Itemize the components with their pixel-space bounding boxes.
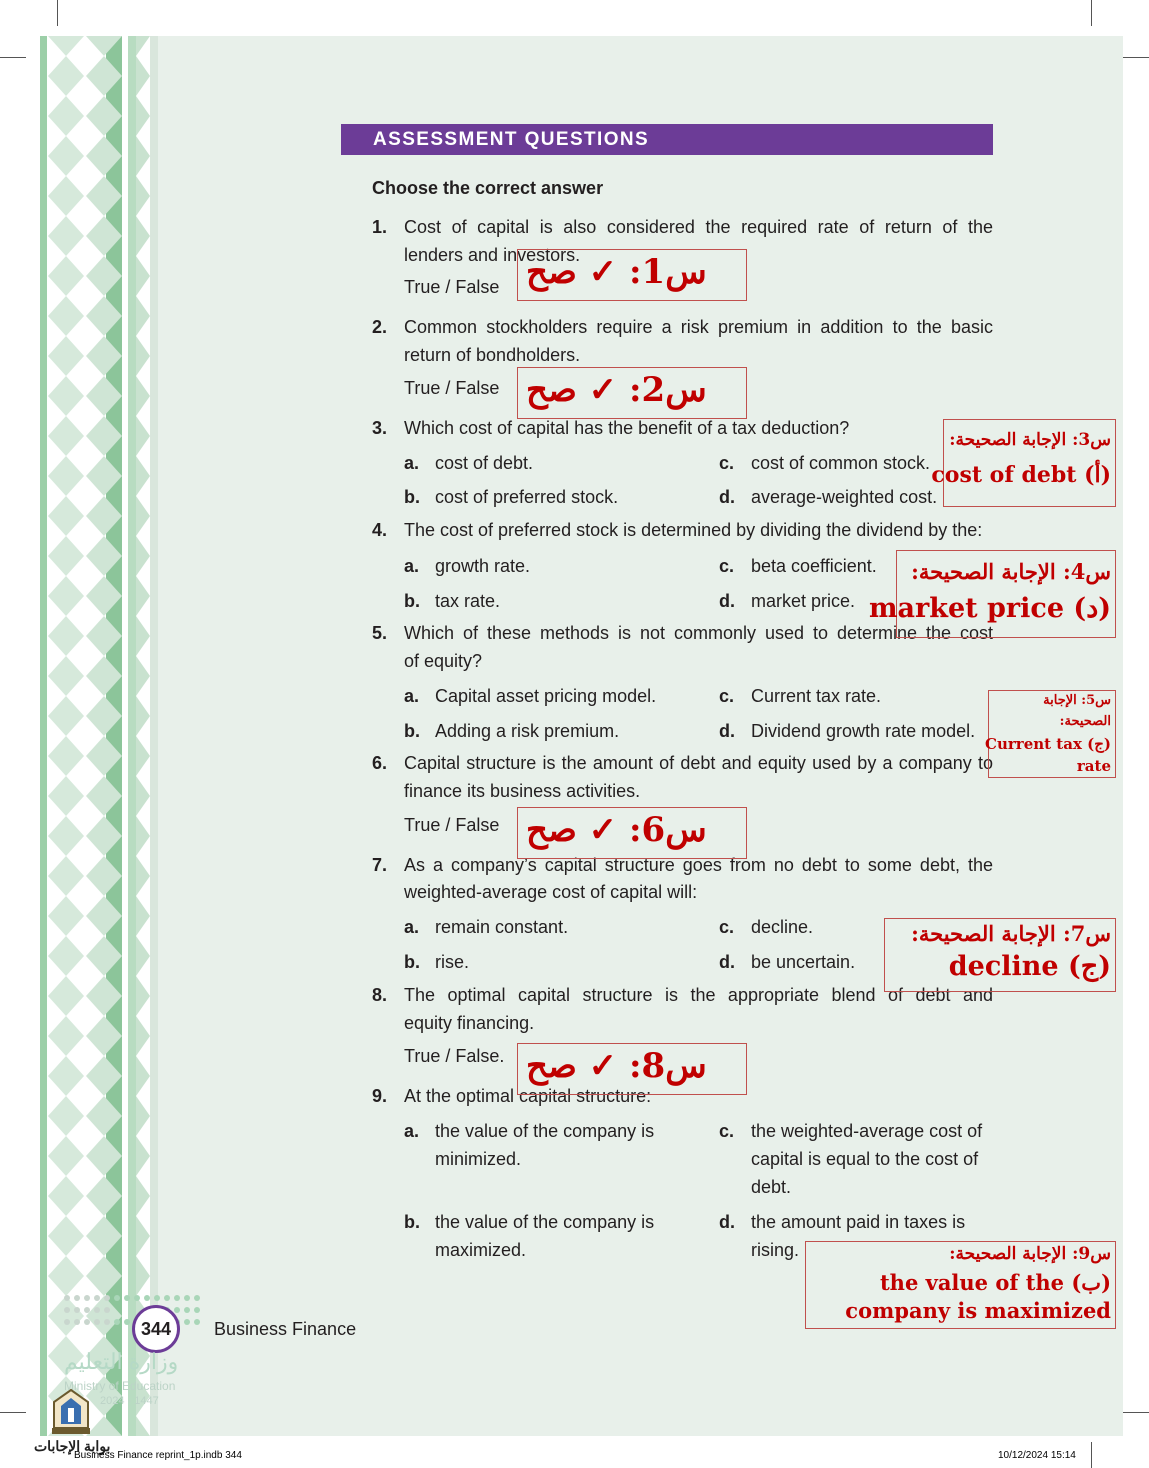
question-text-line: lenders and investors. (404, 245, 581, 265)
print-slug-file: Business Finance reprint_1p.indb 344 (74, 1450, 242, 1461)
answer-heading: الصحيحة: (1059, 714, 1111, 729)
question-text-line: The optimal capital structure is the appropriate blend of debt and (404, 985, 993, 1005)
ministry-name-arabic: وزارة التعليم (64, 1349, 179, 1374)
option-text: cost of debt. (435, 453, 534, 473)
answer-text: (أ) cost of debt (931, 462, 1111, 488)
option-letter: a. (404, 453, 420, 473)
option-letter: d. (719, 487, 735, 507)
decorative-side-band (34, 36, 158, 1436)
answer-heading: س4: الإجابة الصحيحة: (911, 559, 1111, 584)
answer-text: rate (1076, 757, 1111, 775)
crop-mark (1123, 1412, 1149, 1413)
crop-mark (1123, 57, 1149, 58)
ministry-year: 2024 - 1447 (100, 1395, 159, 1407)
option-letter: c. (719, 556, 735, 576)
option-letter: a. (404, 556, 420, 576)
crop-mark (1091, 1442, 1092, 1468)
answer-box-q1 (517, 249, 747, 301)
book-title: Business Finance (214, 1319, 357, 1339)
watermark-text: بوابة الإجابات (34, 1438, 111, 1454)
answer-text: (ب) the value of the (879, 1270, 1111, 1295)
question-number: 8. (372, 985, 388, 1005)
crop-mark (57, 0, 58, 26)
answer-box-q5 (985, 690, 1116, 778)
answer-heading: س7: الإجابة الصحيحة: (911, 921, 1111, 946)
question-text-line: Capital structure is the amount of debt and equity used by a company to (404, 753, 993, 773)
answer-text: س8: ✓ صح (526, 1046, 707, 1086)
option-letter: c. (719, 453, 735, 473)
print-slug-date: 10/12/2024 15:14 (998, 1450, 1076, 1461)
question-number: 9. (372, 1086, 388, 1106)
section-title-bar (341, 124, 993, 155)
question-text-line: equity financing. (404, 1013, 535, 1033)
answer-text: س2: ✓ صح (526, 370, 707, 410)
option-letter: c. (719, 686, 735, 706)
question-number: 6. (372, 753, 388, 773)
answer-text: س6: ✓ صح (526, 810, 707, 850)
option-text: Adding a risk premium. (435, 721, 620, 741)
question-text-line: Common stockholders require a risk premium in addition to the basic (404, 317, 993, 337)
question-number: 2. (372, 317, 388, 337)
answer-heading: س3: الإجابة الصحيحة: (949, 430, 1111, 450)
option-text: beta coefficient. (751, 556, 877, 576)
option-text: growth rate. (435, 556, 531, 576)
answer-box-q8 (517, 1043, 747, 1095)
question-number: 4. (372, 520, 388, 540)
option-letter: a. (404, 917, 420, 937)
option-text: the value of the company is maximized. (435, 1212, 655, 1260)
answer-heading: س9: الإجابة الصحيحة: (949, 1244, 1111, 1264)
crop-mark (0, 57, 26, 58)
answer-box-q7 (884, 918, 1116, 992)
option-text: the value of the company is minimized. (435, 1121, 655, 1169)
section-title: ASSESSMENT QUESTIONS (373, 129, 650, 150)
crop-mark (0, 1412, 26, 1413)
question-text-line: return of bondholders. (404, 345, 581, 365)
watermark-emblem-icon (48, 1388, 94, 1438)
answer-text: company is maximized (845, 1298, 1111, 1323)
question-text: The cost of preferred stock is determined by dividing the dividend by the: (404, 520, 983, 540)
question-text-line: As a company’s capital structure goes from no debt to some debt, the (404, 855, 993, 875)
option-text: the weighted-average cost of capital is equal to the cost of debt. (751, 1121, 983, 1197)
option-text: Dividend growth rate model. (751, 721, 976, 741)
option-text: remain constant. (435, 917, 569, 937)
question-text: At the optimal capital structure: (404, 1086, 652, 1106)
option-letter: c. (719, 1121, 735, 1141)
option-letter: a. (404, 1121, 420, 1141)
option-text: be uncertain. (751, 952, 856, 972)
option-letter: b. (404, 487, 420, 507)
option-text: cost of preferred stock. (435, 487, 619, 507)
crop-mark (1091, 0, 1092, 26)
answer-box-q9 (805, 1241, 1116, 1329)
option-letter: d. (719, 721, 735, 741)
answer-box-q6 (517, 807, 747, 859)
option-letter: b. (404, 721, 420, 741)
true-false-prompt: True / False (404, 378, 500, 398)
answer-heading: س5: الإجابة (1043, 693, 1111, 708)
question-number: 5. (372, 623, 388, 643)
option-text: the amount paid in taxes is rising. (751, 1212, 966, 1260)
ministry-name-english: Ministry of Education (64, 1379, 176, 1393)
answer-box-q4 (868, 550, 1116, 638)
option-letter: b. (404, 1212, 420, 1232)
option-letter: a. (404, 686, 420, 706)
answer-text: (د) market price (868, 593, 1111, 624)
question-number: 1. (372, 217, 388, 237)
question-text: Which cost of capital has the benefit of a tax deduction? (404, 418, 850, 438)
page-number: 344 (132, 1305, 180, 1353)
option-text: tax rate. (435, 591, 501, 611)
question-text-line: Which of these methods is not commonly used to determine the cost (404, 623, 993, 643)
option-text: cost of common stock. (751, 453, 931, 473)
answer-text: (ج) decline (948, 951, 1111, 982)
option-letter: c. (719, 917, 735, 937)
option-letter: d. (719, 1212, 735, 1232)
question-text-line: finance its business activities. (404, 781, 641, 801)
option-text: Capital asset pricing model. (435, 686, 657, 706)
option-letter: b. (404, 591, 420, 611)
question-number: 3. (372, 418, 388, 438)
option-text: market price. (751, 591, 856, 611)
question-text-line: Cost of capital is also considered the required rate of return of the (404, 217, 993, 237)
option-text: Current tax rate. (751, 686, 882, 706)
option-letter: b. (404, 952, 420, 972)
answer-box-q2 (517, 367, 747, 419)
option-text: average-weighted cost. (751, 487, 938, 507)
instruction: Choose the correct answer (372, 178, 604, 198)
option-text: decline. (751, 917, 814, 937)
question-text-line: weighted-average cost of capital will: (404, 882, 698, 902)
answer-text: (ج) Current tax (985, 735, 1111, 753)
question-number: 7. (372, 855, 388, 875)
true-false-prompt: True / False (404, 277, 500, 297)
true-false-prompt: True / False (404, 815, 500, 835)
option-letter: d. (719, 591, 735, 611)
option-letter: d. (719, 952, 735, 972)
answer-text: س1: ✓ صح (526, 252, 707, 292)
true-false-prompt: True / False. (404, 1046, 505, 1066)
option-text: rise. (435, 952, 470, 972)
answer-box-q3 (931, 419, 1116, 507)
question-text-line: of equity? (404, 651, 483, 671)
